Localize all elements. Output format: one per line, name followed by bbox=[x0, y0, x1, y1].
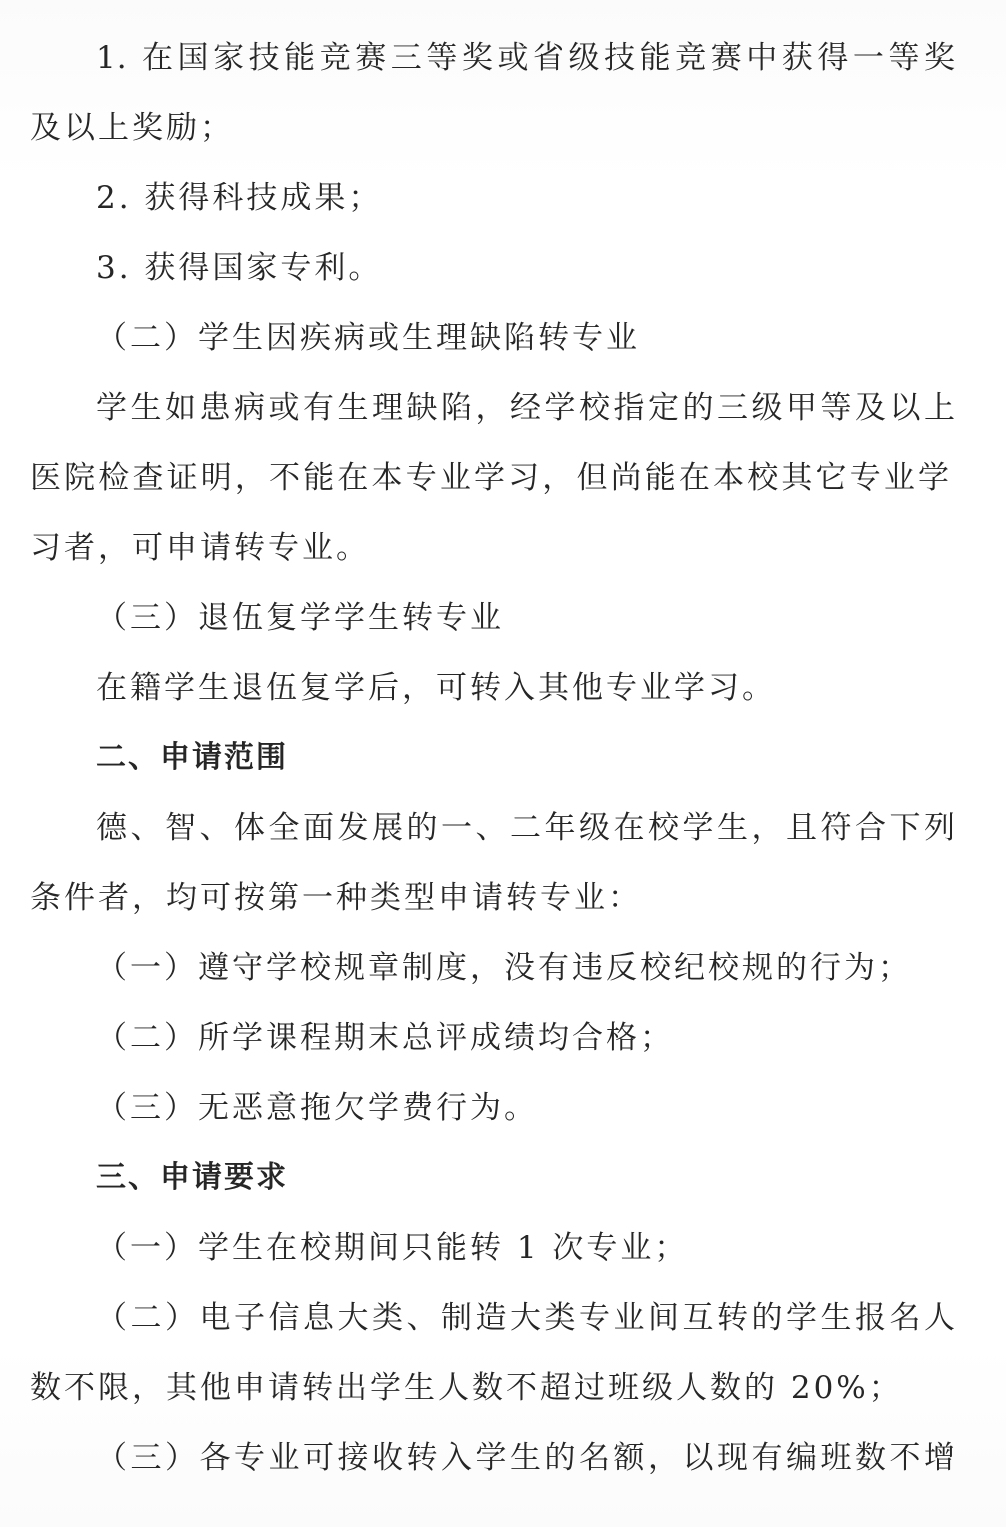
subsection-illness-heading: （二）学生因疾病或生理缺陷转专业 bbox=[96, 320, 640, 356]
scope-condition-1: （一）遵守学校规章制度，没有违反校纪校规的行为； bbox=[96, 950, 912, 986]
veteran-paragraph: 在籍学生退伍复学后，可转入其他专业学习。 bbox=[96, 670, 776, 706]
scope-condition-2: （二）所学课程期末总评成绩均合格； bbox=[96, 1020, 674, 1056]
item-1-award-line-1: 1. 在国家技能竞赛三等奖或省级技能竞赛中获得一等奖 bbox=[96, 40, 956, 76]
section-application-scope-heading: 二、申请范围 bbox=[96, 740, 288, 775]
subsection-veteran-heading: （三）退伍复学学生转专业 bbox=[96, 600, 504, 636]
scope-condition-3: （三）无恶意拖欠学费行为。 bbox=[96, 1090, 538, 1126]
section-application-requirements-heading: 三、申请要求 bbox=[96, 1160, 288, 1195]
requirement-2-line-1: （二）电子信息大类、制造大类专业间互转的学生报名人 bbox=[96, 1300, 956, 1336]
item-1-award-line-2: 及以上奖励； bbox=[30, 110, 234, 146]
item-2-tech-achievement: 2. 获得科技成果； bbox=[96, 180, 383, 216]
scope-paragraph-line-1: 德、智、体全面发展的一、二年级在校学生，且符合下列 bbox=[96, 810, 956, 846]
illness-paragraph-line-3: 习者，可申请转专业。 bbox=[30, 530, 370, 566]
requirement-1: （一）学生在校期间只能转 1 次专业； bbox=[96, 1230, 689, 1266]
illness-paragraph-line-1: 学生如患病或有生理缺陷，经学校指定的三级甲等及以上 bbox=[96, 390, 956, 426]
item-3-national-patent: 3. 获得国家专利。 bbox=[96, 250, 383, 286]
scope-paragraph-line-2: 条件者，均可按第一种类型申请转专业： bbox=[30, 880, 642, 916]
requirement-2-line-2: 数不限，其他申请转出学生人数不超过班级人数的 20%； bbox=[30, 1370, 903, 1406]
requirement-3-line-1: （三）各专业可接收转入学生的名额，以现有编班数不增 bbox=[96, 1440, 956, 1476]
illness-paragraph-line-2: 医院检查证明，不能在本专业学习，但尚能在本校其它专业学 bbox=[30, 460, 950, 496]
